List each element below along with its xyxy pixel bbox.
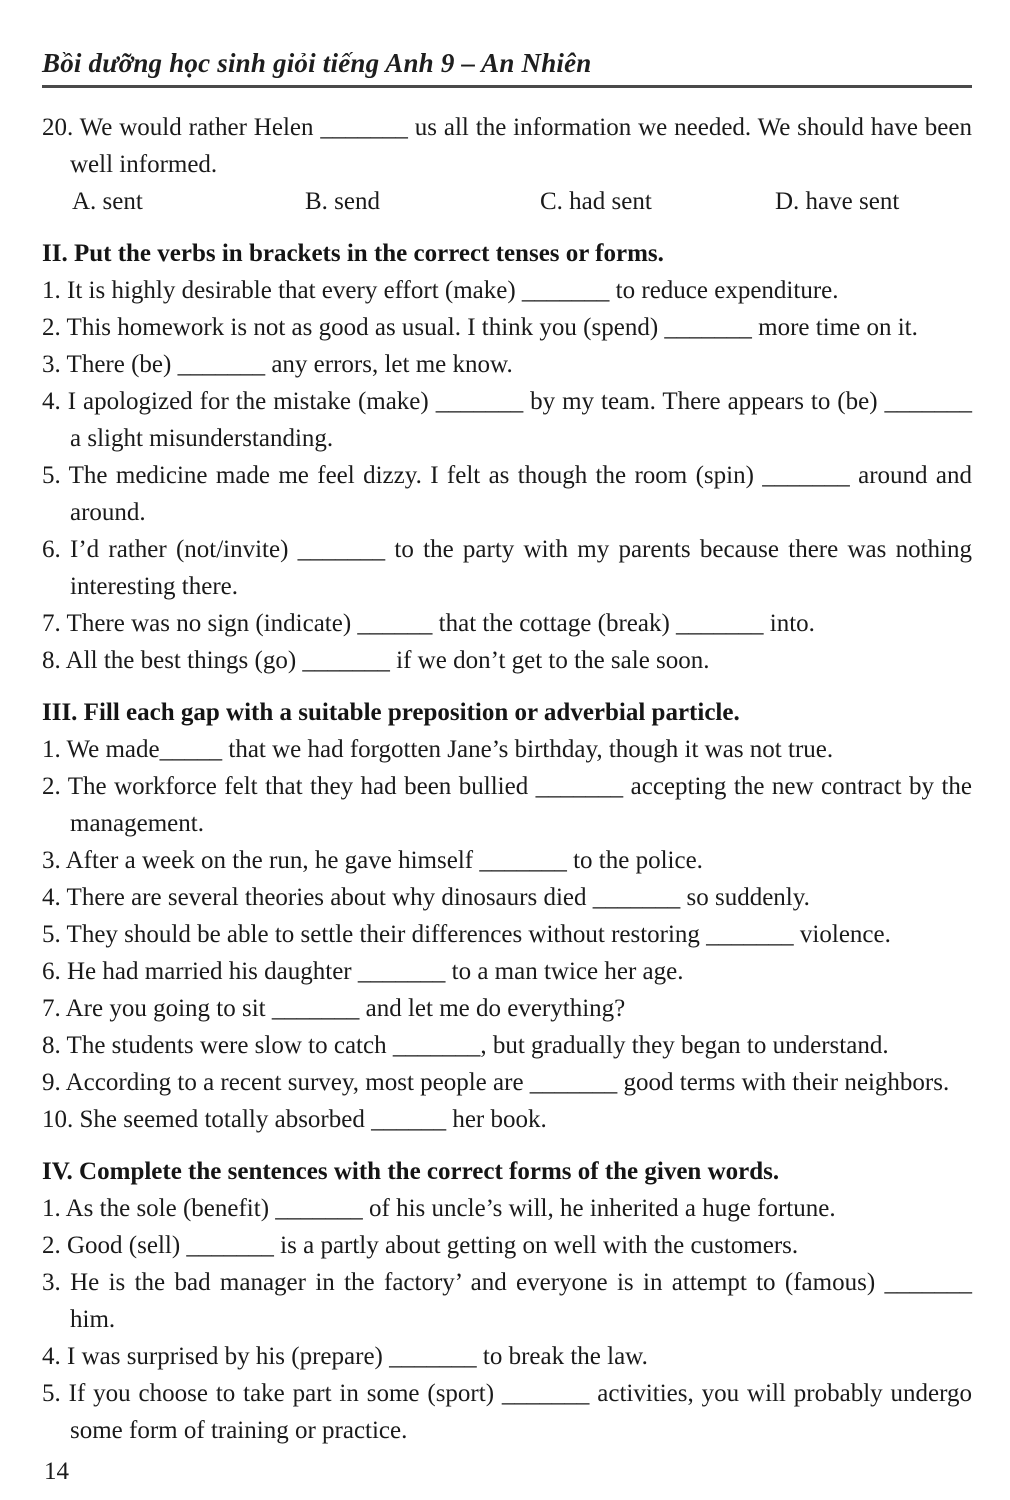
section-ii-item-3: 3. There (be) _______ any errors, let me know.	[42, 351, 513, 378]
section-iii-item-8: 8. The students were slow to catch _______, but gradually they began to understand.	[42, 1032, 889, 1059]
book-title-header: Bồi dưỡng học sinh giỏi tiếng Anh 9 – An Nhiên	[42, 46, 972, 88]
section-iii-item-1: 1. We made_____ that we had forgotten Jane’s birthday, though it was not true.	[42, 736, 834, 763]
section-iii-item-6: 6. He had married his daughter _______ to a man twice her age.	[42, 958, 684, 985]
section-iii-item-9: 9. According to a recent survey, most people are _______ good terms with their neighbors.	[42, 1069, 950, 1096]
option-b: B. send	[305, 188, 380, 215]
section-iv-item-5: 5. If you choose to take part in some (sport) _______ activities, you will probably undergo some form of training or practice.	[42, 1380, 972, 1444]
section-ii-item-2: 2. This homework is not as good as usual. I think you (spend) _______ more time on it.	[42, 314, 918, 341]
section-ii-item-1: 1. It is highly desirable that every effort (make) _______ to reduce expenditure.	[42, 277, 839, 304]
section-iii-item-7: 7. Are you going to sit _______ and let me do everything?	[42, 995, 626, 1022]
section-iii-item-10: 10. She seemed totally absorbed ______ her book.	[42, 1106, 547, 1133]
section-iii-item-4: 4. There are several theories about why dinosaurs died _______ so suddenly.	[42, 884, 810, 911]
section-iii-item-5: 5. They should be able to settle their differences without restoring _______ violence.	[42, 921, 891, 948]
option-a: A. sent	[72, 188, 143, 215]
page-content	[42, 109, 972, 1449]
section-ii-item-7: 7. There was no sign (indicate) ______ that the cottage (break) _______ into.	[42, 610, 815, 637]
page-footer	[44, 1458, 69, 1486]
option-c: C. had sent	[540, 188, 652, 215]
option-d: D. have sent	[775, 188, 900, 215]
section-iv-item-3: 3. He is the bad manager in the factory’ and everyone is in attempt to (famous) _______ him.	[42, 1269, 972, 1333]
section-ii-item-6: 6. I’d rather (not/invite) _______ to the party with my parents because there was nothing interesting there.	[42, 536, 972, 600]
section-ii-item-8: 8. All the best things (go) _______ if we don’t get to the sale soon.	[42, 647, 710, 674]
section-iv-item-1: 1. As the sole (benefit) _______ of his uncle’s will, he inherited a huge fortune.	[42, 1195, 836, 1222]
answer-options-row	[42, 183, 972, 220]
section-iv-heading: IV. Complete the sentences with the correct forms of the given words.	[42, 1158, 780, 1185]
section-ii-item-4: 4. I apologized for the mistake (make) _______ by my team. There appears to (be) _______ a slight misunderstanding.	[42, 388, 972, 452]
page-number: 14	[44, 1458, 69, 1485]
section-ii-item-5: 5. The medicine made me feel dizzy. I felt as though the room (spin) _______ around and around.	[42, 462, 972, 526]
section-iii-heading: III. Fill each gap with a suitable preposition or adverbial particle.	[42, 699, 740, 726]
section-iii-item-2: 2. The workforce felt that they had been bullied _______ accepting the new contract by the management.	[42, 773, 972, 837]
section-iv-item-4: 4. I was surprised by his (prepare) _______ to break the law.	[42, 1343, 648, 1370]
section-iii-item-3: 3. After a week on the run, he gave himself _______ to the police.	[42, 847, 703, 874]
question-20: 20. We would rather Helen _______ us all the information we needed. We should have been well informed.	[42, 114, 972, 178]
section-iv-item-2: 2. Good (sell) _______ is a partly about getting on well with the customers.	[42, 1232, 799, 1259]
section-ii-heading: II. Put the verbs in brackets in the correct tenses or forms.	[42, 240, 664, 267]
